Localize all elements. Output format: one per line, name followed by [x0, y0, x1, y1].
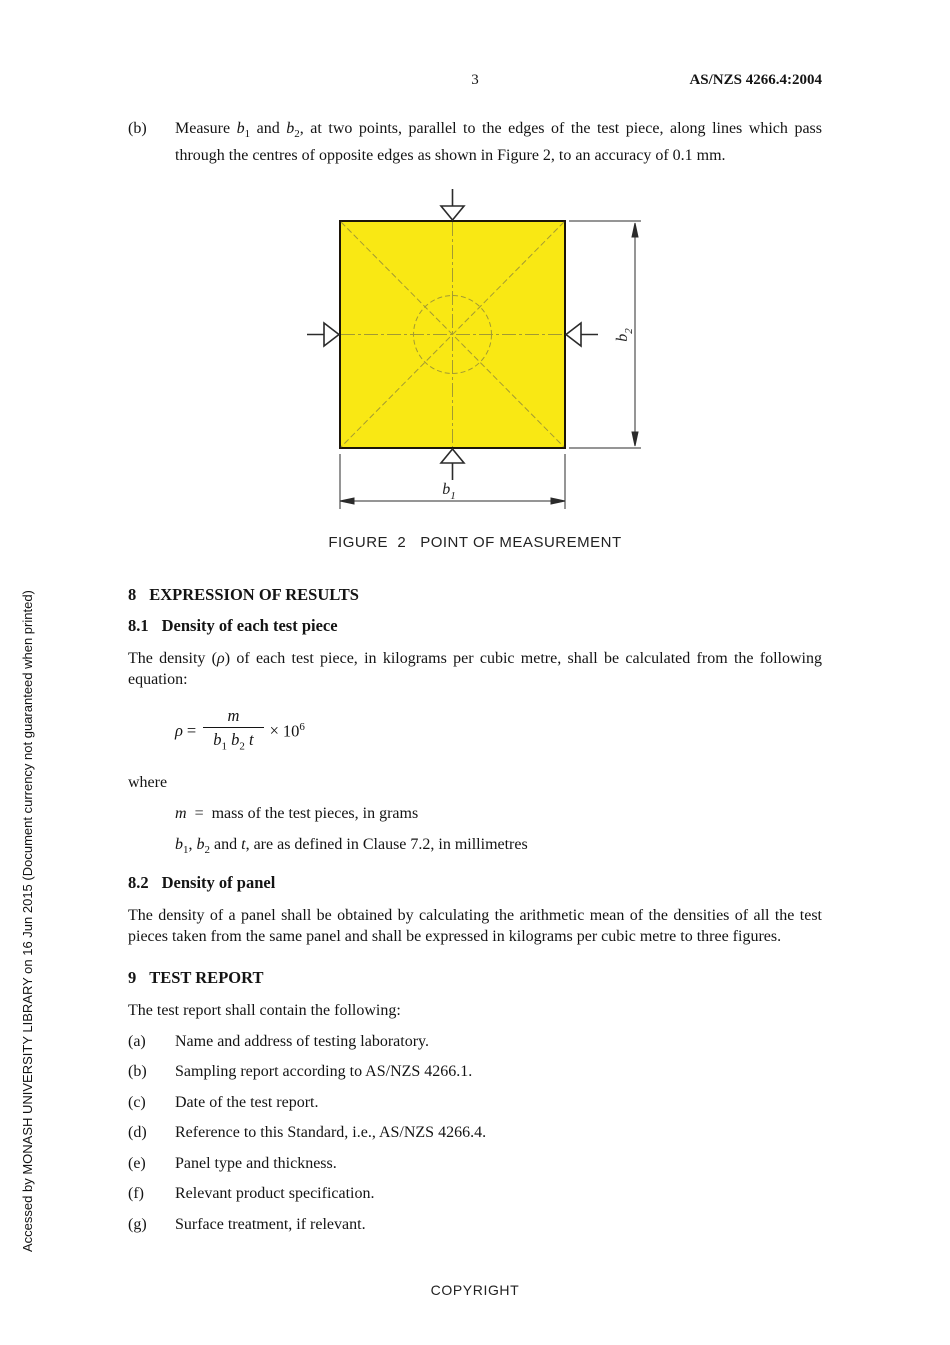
density-equation: [175, 706, 822, 756]
top-marker-arrow: [441, 206, 464, 220]
definition-b1-b2-t: $b_1$, $b_2$ and t, are as defined in Clause 7.2, in millimetres: [175, 836, 528, 857]
section-8-1-title: Density of each test piece: [161, 616, 338, 636]
section-8-2-heading: [128, 873, 822, 892]
section-8-2-title: Density of panel: [161, 873, 276, 893]
section-8-title: EXPRESSION OF RESULTS: [149, 585, 359, 605]
page-header: [128, 72, 822, 90]
multiplication-sign: ×: [269, 721, 279, 741]
equation-numerator: m: [227, 706, 240, 726]
report-item-e: [128, 1153, 822, 1174]
item-label: (a): [128, 1032, 146, 1050]
report-item-c: [128, 1092, 822, 1113]
section-8-number: 8: [128, 585, 137, 605]
right-marker-arrow: [566, 323, 581, 346]
left-marker-arrow: [324, 323, 339, 346]
clause-b-label: (b): [128, 120, 147, 137]
where-intro: where: [128, 774, 168, 792]
item-label: (c): [128, 1093, 146, 1111]
power-of-ten: $10^6$: [282, 720, 305, 741]
item-label: (b): [128, 1063, 147, 1081]
report-item-a: [128, 1031, 822, 1052]
figure-2-diagram: [285, 183, 665, 513]
density-panel-paragraph: The density of a panel shall be obtained by calculating the arithmetic mean of the densities of all the test pieces taken from the same panel and shall be expressed in kilograms per cubic metre to three figures.: [128, 907, 822, 946]
b2-dimension-label: $b_2$: [614, 328, 635, 342]
report-item-g: [128, 1214, 822, 1235]
dim-arrow-left: [340, 498, 354, 504]
page-number: 3: [471, 72, 479, 88]
density-test-piece-paragraph: The density (ρ) of each test piece, in kilograms per cubic metre, shall be calculated from the following equation:: [128, 650, 822, 689]
item-text: Surface treatment, if relevant.: [175, 1215, 366, 1233]
section-8-heading: [128, 585, 822, 604]
item-text: Reference to this Standard, i.e., AS/NZS 4266.4.: [175, 1124, 487, 1142]
report-item-d: [128, 1122, 822, 1143]
figure-2-caption: FIGURE 2 POINT OF MEASUREMENT: [328, 534, 622, 552]
copyright-footer: COPYRIGHT: [430, 1282, 520, 1298]
clause-b-text: Measure $b_1$ and $b_2$, at two points, parallel to the edges of the test piece, along lines which pass through the centres of opposite edges as shown in Figure 2, to an accuracy of 0.1 mm.: [175, 120, 822, 165]
equals-sign: =: [186, 721, 197, 741]
test-report-intro: The test report shall contain the following:: [128, 1002, 401, 1020]
item-label: (e): [128, 1154, 146, 1172]
dim-arrow-right: [551, 498, 565, 504]
section-9-title: TEST REPORT: [149, 968, 264, 988]
dim-arrow-bottom: [632, 432, 638, 446]
report-item-f: [128, 1183, 822, 1204]
item-label: (g): [128, 1215, 147, 1233]
item-text: Relevant product specification.: [175, 1185, 375, 1203]
b1-dimension-label: $b_1$: [442, 481, 456, 503]
dim-arrow-top: [632, 223, 638, 237]
equation-denominator: $b_1$ $b_2$ t: [203, 727, 263, 756]
standard-reference: AS/NZS 4266.4:2004: [689, 72, 822, 88]
section-8-1-heading: [128, 616, 822, 635]
item-label: (d): [128, 1124, 147, 1142]
item-text: Date of the test report.: [175, 1093, 319, 1111]
section-9-heading: [128, 968, 822, 987]
item-text: Sampling report according to AS/NZS 4266.1.: [175, 1063, 473, 1081]
definition-m: m = mass of the test pieces, in grams: [175, 805, 419, 823]
section-8-2-number: 8.2: [128, 873, 149, 893]
measurement-diagram: [285, 183, 665, 513]
equation-fraction: [203, 706, 263, 756]
item-label: (f): [128, 1185, 144, 1203]
report-item-b: [128, 1061, 822, 1082]
item-text: Name and address of testing laboratory.: [175, 1032, 429, 1050]
section-8-1-number: 8.1: [128, 616, 149, 636]
rho-symbol: ρ: [175, 721, 183, 741]
clause-b-paragraph: [128, 118, 822, 166]
library-access-watermark: Accessed by MONASH UNIVERSITY LIBRARY on 16 Jun 2015 (Document currency not guaranteed when printed): [20, 590, 35, 1252]
page-content: [128, 0, 822, 1235]
section-9-number: 9: [128, 968, 137, 988]
item-text: Panel type and thickness.: [175, 1154, 337, 1172]
bottom-marker-arrow: [441, 449, 464, 463]
